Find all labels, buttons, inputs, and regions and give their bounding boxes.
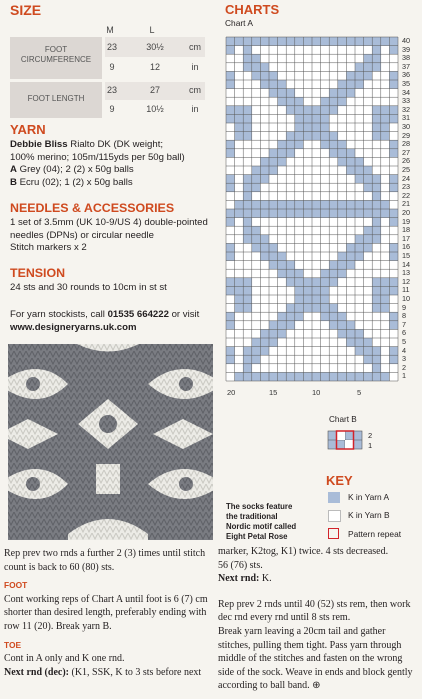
col-header-l: L (149, 25, 155, 35)
row-number: 26 (402, 156, 411, 166)
needles-heading: NEEDLES & ACCESSORIES (10, 201, 175, 215)
row-number: 21 (402, 199, 411, 209)
yarn-a-text: Grey (04); 2 (2) x 50g balls (16, 164, 134, 176)
row-number: 36 (402, 70, 411, 80)
col-number: 15 (269, 388, 278, 397)
row-number: 6 (402, 328, 407, 338)
col-number: 20 (227, 388, 236, 397)
stockists-url[interactable]: www.designeryarns.uk.com (10, 321, 137, 333)
instructions-right (218, 545, 420, 693)
stockists (10, 309, 220, 334)
toe-heading: TOE (4, 639, 22, 650)
next-rnd-label: Next rnd: (218, 573, 260, 585)
row-number: 38 (402, 53, 411, 63)
row-number: 11 (402, 285, 410, 295)
row-number: 1 (402, 371, 407, 381)
chart-a-grid (225, 36, 399, 386)
yarn-detail-2: 100% merino; 105m/115yds per 50g ball) (10, 151, 185, 163)
stockists-text: For yarn stockists, call (10, 309, 108, 320)
next-rnd-label: Next rnd (dec): (4, 666, 69, 678)
size-value: 30½ (146, 42, 164, 52)
size-heading: SIZE (10, 2, 42, 18)
size-unit: in (191, 104, 199, 114)
yarn-brand: Debbie Bliss (10, 139, 68, 150)
size-value: 23 (106, 42, 117, 52)
yarn-b-swatch (328, 510, 341, 522)
yarn-heading: YARN (10, 122, 46, 137)
row-number: 10 (402, 294, 411, 303)
row-number: 19 (402, 216, 411, 226)
instruction-paragraph: Rep prev 2 rnds until 40 (52) sts rem, then work dec rnd every rnd until 8 sts rem. (218, 598, 411, 624)
instruction-paragraph: Break yarn leaving a 20cm tail and gather stitches, pulling them tight. Pass yarn through middle of the stitches and fasten on the wrong side of the sock. Weave in ends and block gently according to ball band. (218, 625, 413, 692)
row-number: 23 (402, 182, 411, 192)
col-number: 5 (357, 388, 362, 397)
size-table (10, 22, 210, 118)
row-number: 25 (402, 165, 411, 174)
stockists-text: or visit (168, 309, 200, 320)
needles-line: Stitch markers x 2 (10, 242, 87, 254)
yarn-b-text: Ecru (02); 1 (2) x 50g balls (16, 176, 133, 188)
row-number: 37 (402, 61, 411, 71)
size-unit: cm (189, 85, 201, 95)
key-heading: KEY (326, 473, 353, 488)
yarn-a-key: A (10, 164, 17, 176)
row-number: 28 (402, 139, 411, 149)
yarn-b-key: B (10, 176, 17, 188)
row-number: 5 (402, 337, 407, 346)
foot-circumference-label: FOOT CIRCUMFERENCE (10, 37, 102, 79)
size-value: 23 (106, 85, 117, 95)
repeat-swatch (328, 528, 339, 539)
row-number: 16 (402, 242, 411, 252)
foot-length-label: FOOT LENGTH (10, 82, 102, 118)
size-value: 9 (109, 62, 115, 72)
instruction-paragraph: Cont in A only and K one rnd. (4, 653, 125, 665)
size-value: 10½ (146, 104, 164, 114)
key-yarn-b: K in Yarn B (348, 510, 390, 520)
instruction-text: marker, K2tog, K1) twice. 4 sts decreased. (218, 546, 389, 557)
row-number: 17 (402, 233, 411, 243)
row-number: 40 (402, 36, 411, 45)
row-number: 20 (402, 208, 411, 217)
chart-b-title: Chart B (329, 415, 357, 424)
needles-line: 1 set of 3.5mm (UK 10-9/US 4) double-pointed (10, 217, 208, 228)
instruction-text: K. (259, 573, 272, 585)
row-number: 32 (402, 104, 411, 114)
row-number: 30 (402, 122, 411, 131)
needles-line: needles (DPNs) or circular needle (10, 229, 154, 241)
size-value: 9 (109, 104, 115, 114)
row-number: 4 (402, 345, 407, 355)
col-header-m: M (106, 25, 114, 35)
tension-text: 24 sts and 30 rounds to 10cm in st st (10, 282, 167, 293)
instructions-left (4, 547, 214, 679)
col-number: 10 (312, 388, 321, 397)
row-number: 35 (402, 79, 411, 88)
size-value: 12 (149, 62, 160, 72)
row-number: 24 (402, 173, 411, 183)
caption-line: Eight Petal Rose (226, 532, 288, 541)
yarn-section (10, 139, 215, 189)
tension-heading: TENSION (10, 266, 66, 280)
instruction-paragraph: Rep prev two rnds a further 2 (3) times until stitch count is back to 60 (80) sts. (4, 548, 206, 573)
needles-section (10, 217, 220, 255)
row-number: 18 (402, 225, 411, 235)
row-number: 22 (402, 190, 411, 200)
chart-b-row-1: 1 (368, 441, 373, 450)
end-mark-icon: ⊕ (312, 680, 321, 692)
row-number: 34 (402, 87, 411, 97)
chart-b-grid (327, 430, 363, 450)
photo-caption (226, 502, 326, 542)
row-number: 29 (402, 130, 411, 140)
caption-line: The socks feature (226, 502, 293, 511)
row-number: 3 (402, 354, 407, 364)
row-number: 14 (402, 259, 411, 269)
row-number: 15 (402, 251, 411, 260)
row-number: 8 (402, 311, 407, 321)
key-repeat: Pattern repeat (348, 529, 402, 539)
key-yarn-a: K in Yarn A (348, 492, 390, 502)
yarn-a-swatch (328, 492, 340, 503)
size-unit: in (191, 62, 199, 72)
row-number: 39 (402, 44, 411, 54)
row-number: 13 (402, 268, 411, 278)
charts-heading: CHARTS (225, 2, 280, 17)
chart-a-title: Chart A (225, 18, 253, 28)
size-value: 27 (149, 85, 160, 95)
sock-photo (8, 344, 213, 540)
chart-b-row-2: 2 (368, 431, 373, 440)
row-number: 12 (402, 276, 411, 286)
row-number: 9 (402, 302, 407, 312)
instruction-text: 56 (76) sts. (218, 559, 263, 571)
size-unit: cm (189, 42, 201, 52)
row-number: 2 (402, 362, 407, 372)
row-number: 7 (402, 319, 407, 329)
yarn-detail: Rialto DK (DK weight; (67, 139, 164, 150)
caption-line: Nordic motif called (226, 522, 297, 531)
instruction-text: (K1, SSK, K to 3 sts before next (68, 666, 202, 678)
row-number: 27 (402, 147, 411, 157)
instruction-paragraph: Cont working reps of Chart A until foot is 6 (7) cm shorter than desired length, preferably ending with row 11 (20). Break yarn B. (4, 593, 208, 632)
foot-heading: FOOT (4, 580, 28, 591)
caption-line: the traditional (226, 512, 278, 521)
row-number: 33 (402, 96, 411, 106)
stockists-phone: 01535 664222 (107, 309, 169, 320)
row-number: 31 (402, 113, 411, 123)
